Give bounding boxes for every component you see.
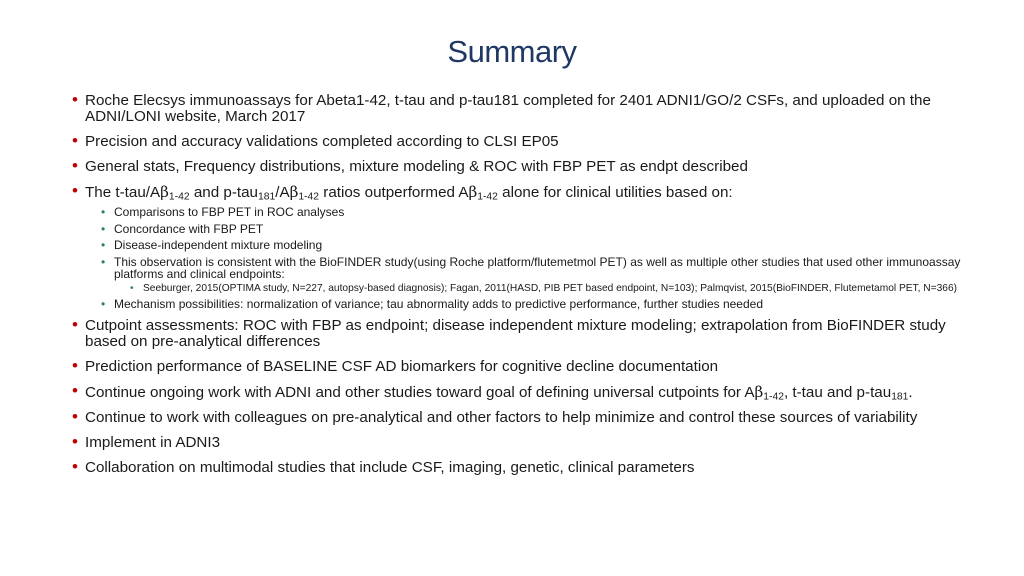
sub-bullet-concordance: • Concordance with FBP PET xyxy=(101,223,972,236)
ratios-text-5: alone for clinical utilities based on: xyxy=(497,184,733,201)
sub-bullet-roc: • Comparisons to FBP PET in ROC analyses xyxy=(101,206,972,219)
continue-text-2: , t-tau and p-tau xyxy=(783,383,892,401)
continue-text-3: . xyxy=(908,383,913,401)
sub-bullet-biofinder-text: This observation is consistent with the BioFINDER study(using Roche platform/flutemetmol PET) as well as multiple other studies that used other immunoassay platforms and clinical endpoints: xyxy=(114,254,961,281)
beta-symbol: β xyxy=(468,183,478,201)
sub-bullet-list xyxy=(101,206,972,311)
sub-sub-bullet-references: • Seeburger, 2015(OPTIMA study, N=227, autopsy-based diagnosis); Fagan, 2011(HASD, PIB PET based endpoint, N=103); Palmqvist, 2015(BioFINDER, Flutemetamol PET, N=366) xyxy=(130,284,972,295)
bullet-colleagues: • Continue to work with colleagues on pre-analytical and other factors to help minimize and control these sources of variability xyxy=(72,410,972,426)
ratios-text-3: /A xyxy=(275,184,290,201)
bullet-precision: • Precision and accuracy validations completed according to CLSI EP05 xyxy=(72,134,972,150)
subscript: 1-42 xyxy=(298,191,320,203)
ratios-text-2: and p-tau xyxy=(189,184,258,201)
subscript: 1-42 xyxy=(168,191,190,203)
ratios-text-1: The t-tau/A xyxy=(85,184,161,201)
bullet-cutpoint: • Cutpoint assessments: ROC with FBP as endpoint; disease independent mixture modeling; extrapolation from BioFINDER study based on pre-analytical differences xyxy=(72,318,972,350)
subscript: 181 xyxy=(258,191,276,203)
ratios-text-4: ratios outperformed A xyxy=(319,184,469,201)
sub-bullet-biofinder xyxy=(101,256,972,295)
subscript: 1-42 xyxy=(763,391,784,403)
summary-content xyxy=(72,93,972,485)
continue-text-1: Continue ongoing work with ADNI and other studies toward goal of defining universal cutpoints for A xyxy=(85,383,755,401)
slide-title: Summary xyxy=(447,34,577,69)
sub-bullet-mechanism: • Mechanism possibilities: normalization of variance; tau abnormality adds to predictive performance, further studies needed xyxy=(101,298,972,311)
beta-symbol: β xyxy=(160,183,169,201)
bullet-list xyxy=(72,93,972,476)
bullet-prediction: • Prediction performance of BASELINE CSF AD biomarkers for cognitive decline documentation xyxy=(72,359,972,375)
bullet-ratios xyxy=(72,184,972,311)
beta-symbol: β xyxy=(754,382,764,401)
sub-sub-bullet-list xyxy=(130,284,972,295)
bullet-roche-assays: • Roche Elecsys immunoassays for Abeta1-42, t-tau and p-tau181 completed for 2401 ADNI1/GO/2 CSFs, and uploaded on the ADNI/LONI website, March 2017 xyxy=(72,93,972,125)
bullet-collaboration: • Collaboration on multimodal studies that include CSF, imaging, genetic, clinical parameters xyxy=(72,460,972,476)
sub-bullet-mixture: • Disease-independent mixture modeling xyxy=(101,239,972,252)
bullet-continue-adni xyxy=(72,384,972,401)
subscript: 1-42 xyxy=(477,191,498,203)
subscript: 181 xyxy=(891,391,909,403)
bullet-adni3: • Implement in ADNI3 xyxy=(72,435,972,451)
bullet-general-stats: • General stats, Frequency distributions, mixture modeling & ROC with FBP PET as endpt described xyxy=(72,159,972,175)
beta-symbol: β xyxy=(289,183,299,201)
